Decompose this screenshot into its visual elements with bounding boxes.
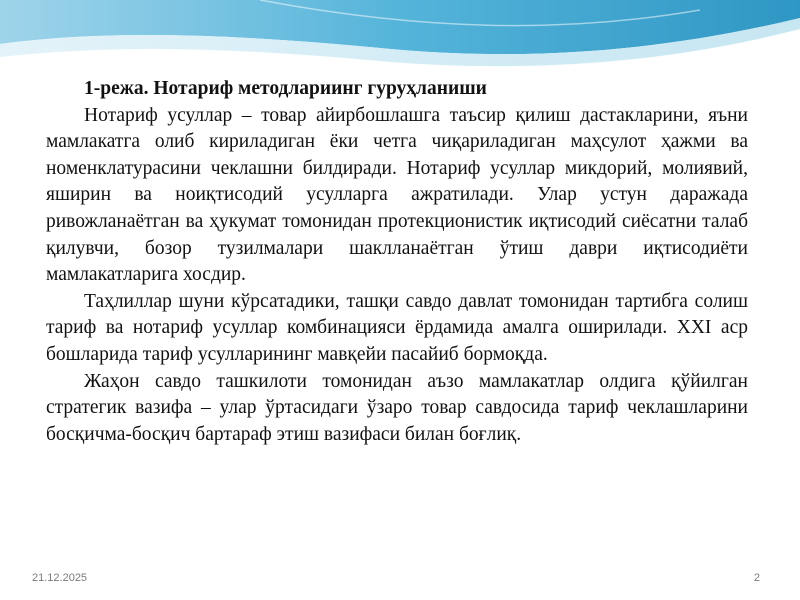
- paragraph-2: Таҳлиллар шуни кўрсатадики, ташқи савдо давлат томонидан тартибга солиш тариф ва нотариф усуллар комбинацияси ёрдамида амалга оширилади. XXI аср бошларида тариф усулларининг мавқейи пасайиб бормоқда.: [46, 290, 748, 365]
- slide-heading: 1-режа. Нотариф методлариинг гуруҳланиши: [84, 78, 487, 99]
- paragraph-3: Жаҳон савдо ташкилоти томонидан аъзо мамлакатлар олдига қўйилган стратегик вазифа – улар ўртасидаги ўзаро товар савдосида тариф чеклашларини босқичма-босқич бартараф этиш вазифаси билан боғлиқ.: [46, 370, 748, 445]
- page-number: 2: [753, 572, 760, 584]
- wave-header-decoration: [0, 0, 800, 80]
- paragraph-1: Нотариф усуллар – товар айирбошлашга таъсир қилиш дастакларини, яъни мамлакатга олиб кириладиган ёки четга чиқариладиган маҳсулот ҳажми ва номенклатурасини чеклашни билдиради. Нотариф усуллар микдорий, молиявий, яширин ва ноиқтисодий усулларга ажратилади. Улар устун даражада ривожланаётган ва ҳукумат томонидан протекционистик иқтисодий сиёсатни талаб қилувчи, бозор тузилмалари шаклланаётган ўтиш даври иқтисодиёти мамлакатларига хосдир.: [46, 104, 748, 286]
- slide-body: [46, 76, 748, 448]
- footer-date: 21.12.2025: [32, 572, 88, 584]
